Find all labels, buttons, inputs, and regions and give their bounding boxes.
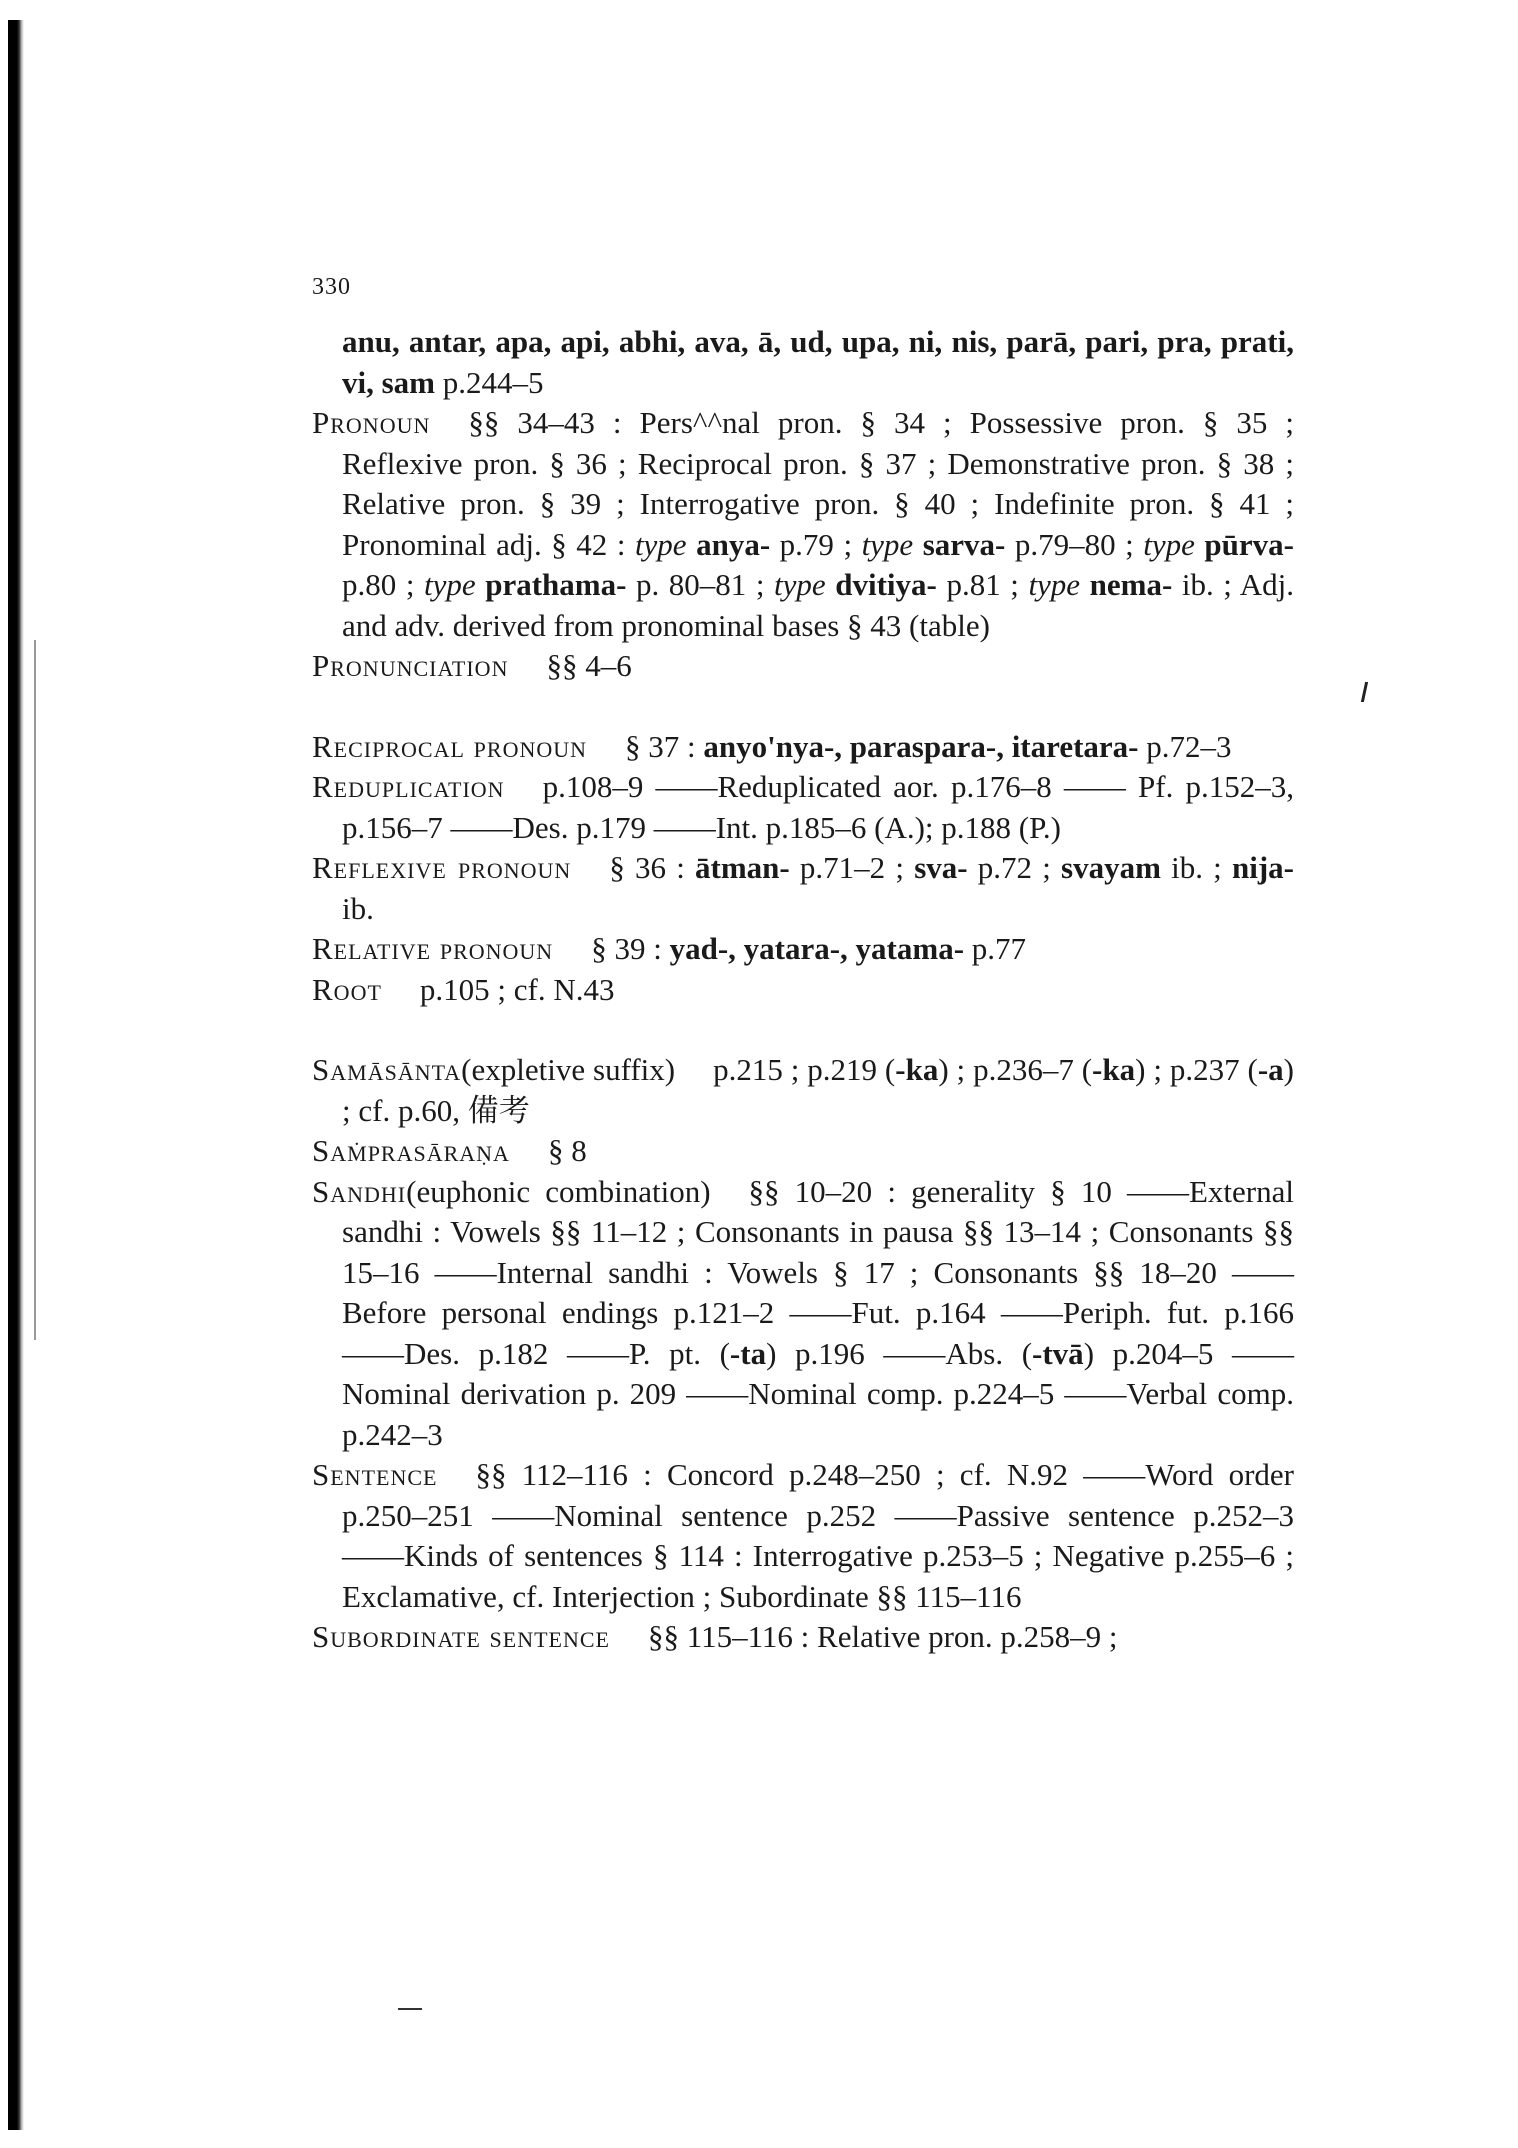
term-anya: anya- [696,526,771,562]
suffix-tva: -tvā [1032,1335,1084,1371]
term-nija: nija- [1231,850,1294,885]
scan-artifact-line [34,640,36,1340]
suffix-a: -a [1257,1052,1284,1087]
ref-dvitiya: p.81 ; [936,567,1029,602]
samasanta-ref-3: ) ; p.237 ( [1135,1052,1258,1087]
ref-svayam: ib. ; [1160,850,1232,885]
preposition-ref: p.244–5 [442,364,544,400]
preposition-words: anu, antar, apa, api, abhi, ava, ā, ud, upa, ni, nis, parā, pari, pra, prati, vi, sam [342,324,1294,400]
sandhi-text-3: ) p.204–5 ——Nominal derivation p. 209 ——Nominal comp. p.224–5 ——Verbal comp. p.242–3 [342,1335,1294,1452]
headword-root: Root [312,971,382,1007]
entry-pronunciation [312,646,1294,687]
headword-relative-pronoun: Relative pronoun [312,931,554,966]
term-nema: nema- [1089,567,1173,602]
type-label: type [1028,567,1081,602]
term-atman: ātman- [695,850,790,885]
entry-reflexive-pronoun [312,848,1294,929]
page-number: 330 [312,274,351,300]
scan-stray-dash [398,2008,422,2010]
headword-samprasarana: Saṁprasāraṇa [312,1133,510,1168]
reduplication-text: p.108–9 ——Reduplicated aor. p.176–8 —— Pf. p.152–3, p.156–7 ——Des. p.179 ——Int. p.185–6 (A.); p.188 (P.) [342,769,1294,845]
pronoun-text-end: ib. ; Adj. and adv. derived from pronominal bases § 43 (table) [342,567,1294,643]
reciprocal-section: § 37 : [625,728,704,764]
term-purva: pūrva- [1204,526,1294,562]
relative-words: yad-, yatara-, yatama- [669,931,965,966]
type-label: type [861,526,914,562]
relative-section: § 39 : [591,931,670,966]
headword-sentence: Sentence [312,1457,438,1492]
reciprocal-ref: p.72–3 [1138,728,1232,764]
headword-pronunciation: Pronunciation [312,648,509,683]
scan-binding-edge [8,20,24,2130]
root-ref: p.105 ; cf. N.43 [419,971,615,1007]
suffix-ka: -ka [1092,1052,1136,1087]
reciprocal-words: anyo'nya-, paraspara-, itaretara- [703,728,1139,764]
headword-samasanta: Samāsānta [312,1052,462,1087]
ref-prathama: p. 80–81 ; [626,567,775,602]
samasanta-ref-4: ) ; cf. p.60, 備考 [342,1052,1294,1128]
suffix-ta: -ta [729,1335,767,1371]
entry-reciprocal-pronoun [312,727,1294,768]
term-svayam: svayam [1061,850,1161,885]
sandhi-gloss: (euphonic combination) [406,1173,711,1209]
samasanta-gloss: (expletive suffix) [461,1052,676,1087]
ref-sva: p.72 ; [967,850,1062,885]
entry-sandhi [312,1172,1294,1456]
samprasarana-ref: § 8 [547,1133,587,1168]
ref-anya: p.79 ; [770,526,862,562]
headword-reciprocal-pronoun: Reciprocal pronoun [312,728,588,764]
headword-reduplication: Reduplication [312,769,505,804]
type-label: type [1143,526,1195,562]
ref-purva: p.80 ; [342,567,424,602]
sandhi-text-1: §§ 10–20 : generality § 10 ——External sandhi : Vowels §§ 11–12 ; Consonants in pausa §§ 13–14 ; Consonants §§ 15–16 ——Internal sandhi : Vowels § 17 ; Consonants §§ 18–20 ——Before personal endings p.121–2 ——Fut. p.164 ——Periph. fut. p.166 ——Des. p.182 ——P. pt. ( [342,1173,1294,1371]
sentence-text: §§ 112–116 : Concord p.248–250 ; cf. N.92 ——Word order p.250–251 ——Nominal sentence p.252 ——Passive sentence p.252–3 ——Kinds of sentences § 114 : Interrogative p.253–5 ; Negative p.255–6 ; Exclamative, cf. Interjection ; Subordinate §§ 115–116 [342,1457,1294,1614]
type-label: type [424,567,476,602]
term-prathama: prathama- [485,567,627,602]
sandhi-text-2: ) p.196 ——Abs. ( [766,1335,1033,1371]
term-sarva: sarva- [922,526,1006,562]
samasanta-ref-1: p.215 ; p.219 ( [713,1052,896,1087]
reflexive-section: § 36 : [609,850,696,885]
entry-subordinate-sentence [312,1617,1294,1658]
ref-sarva: p.79–80 ; [1005,526,1144,562]
type-label: type [774,567,826,602]
pronunciation-ref: §§ 4–6 [546,648,632,683]
ref-atman: p.71–2 ; [789,850,915,885]
headword-pronoun: Pronoun [312,405,431,440]
scan-stray-mark [1361,682,1368,702]
entry-relative-pronoun [312,929,1294,970]
entry-samprasarana [312,1131,1294,1172]
suffix-ka: -ka [895,1052,939,1087]
subordinate-text: §§ 115–116 : Relative pron. p.258–9 ; [647,1619,1118,1654]
headword-subordinate-sentence: Subordinate sentence [312,1619,610,1654]
entry-pronoun [312,403,1294,646]
entry-samasanta [312,1050,1294,1131]
relative-ref: p.77 [964,931,1027,966]
headword-sandhi: Sandhi [312,1173,407,1209]
entry-sentence [312,1455,1294,1617]
index-content [312,322,1294,1658]
pronoun-text-1: §§ 34–43 : Pers^^nal pron. § 34 ; Possessive pron. § 35 ; Reflexive pron. § 36 ; Reciprocal pron. § 37 ; Demonstrative pron. § 38 ; Relative pron. § 39 ; Interrogative pron. § 40 ; Indefinite pron. § 41 ; Pronominal adj. § 42 : [342,405,1294,562]
ref-nija: ib. [342,890,374,926]
term-sva: sva- [914,850,968,885]
term-dvitiya: dvitiya- [835,567,937,602]
headword-reflexive-pronoun: Reflexive pronoun [312,850,572,885]
entry-root [312,970,1294,1011]
section-gap [312,1010,1294,1050]
entry-reduplication [312,767,1294,848]
samasanta-ref-2: ) ; p.236–7 ( [938,1052,1093,1087]
section-gap [312,687,1294,727]
entry-preposition-list [312,322,1294,403]
type-label: type [634,526,687,562]
